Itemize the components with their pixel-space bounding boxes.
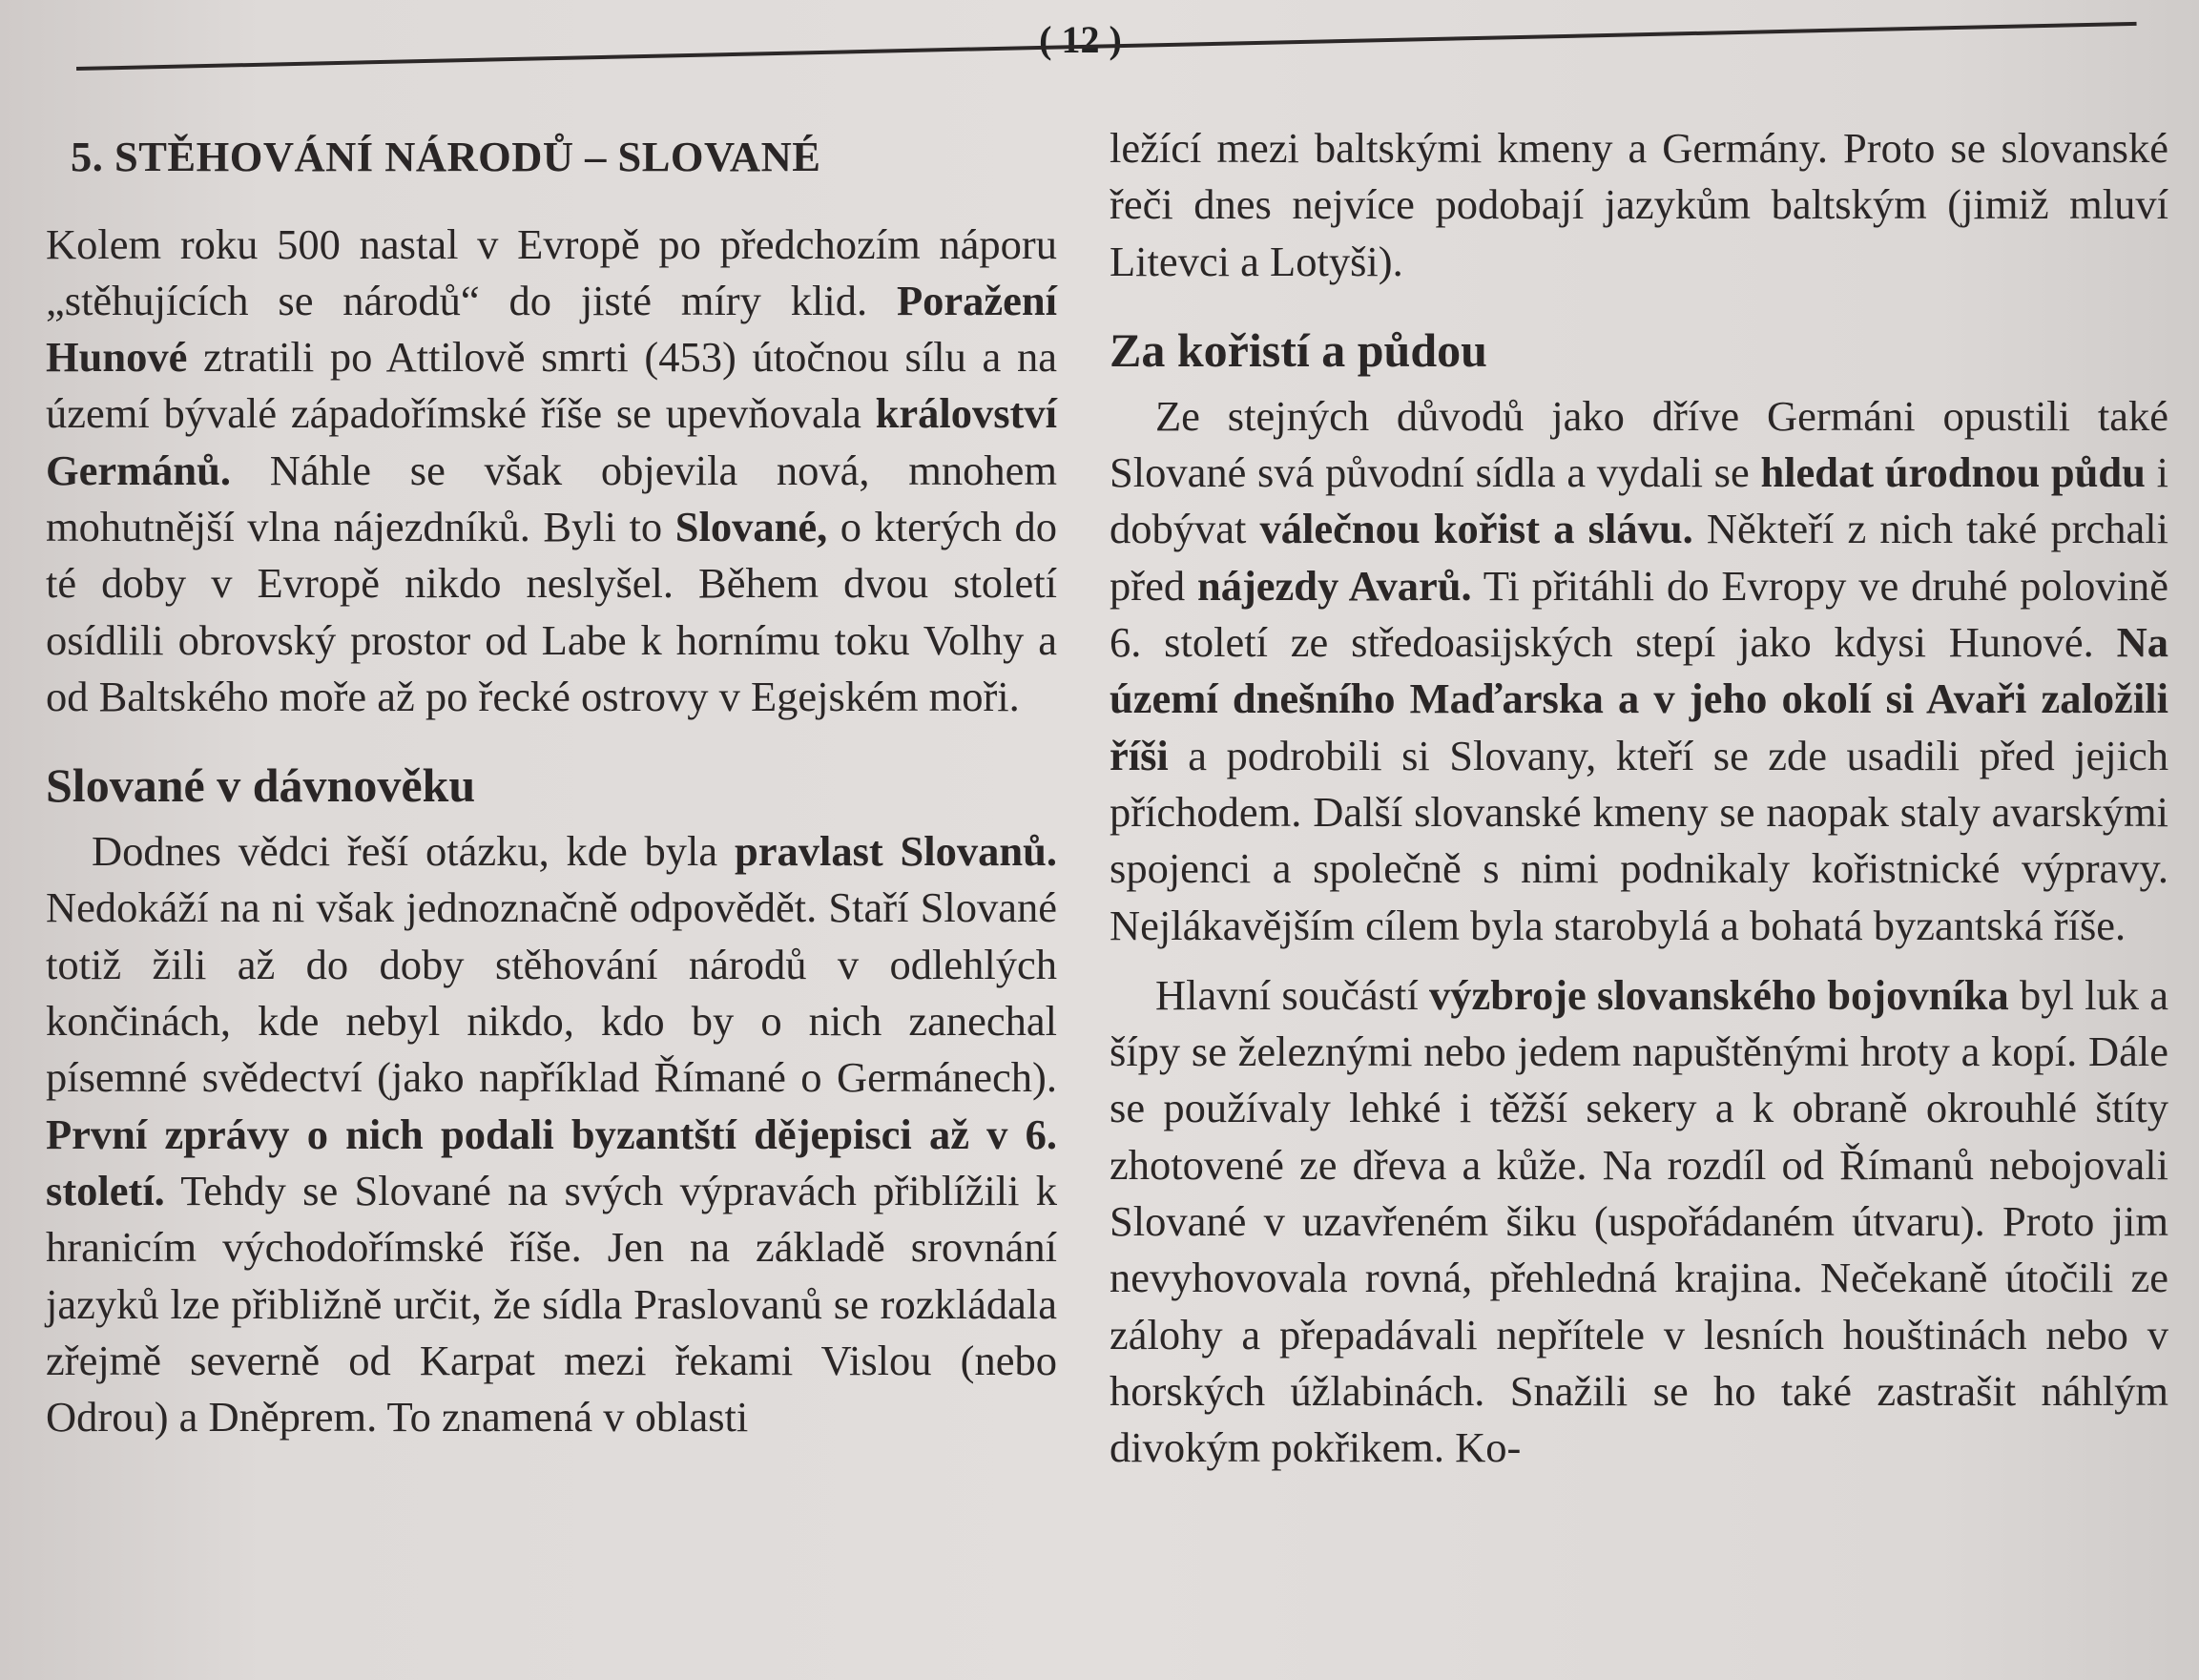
- antiquity-paragraph: [46, 823, 1057, 1445]
- bold-phrase: hledat úrodnou půdu: [1760, 448, 2146, 497]
- bold-phrase: nájezdy Avarů.: [1196, 561, 1472, 610]
- bold-phrase: Slované,: [674, 502, 828, 550]
- bold-phrase: První zprávy o nich podali byzantští dějepisci až v 6. století.: [46, 1110, 1057, 1214]
- text-run: Tehdy se Slované na svých výpravách přiblížili k hranicím východořímské říše. Jen na základě srovnání jazyků lze přibližně určit, že sídla Praslovanů se rozkládala zřejmě severně od Karpat mezi řekami Vislou (nebo Odrou) a Dněprem. To znamená v oblasti: [46, 1166, 1057, 1441]
- bold-phrase: výzbroje slovanského bojovníka: [1429, 970, 2009, 1019]
- text-run: Dodnes vědci řeší otázku, kde byla: [92, 827, 735, 876]
- text-run: Nedokáží na ni však jednoznačně odpovědět. Staří Slované totiž žili až do doby stěhování národů v odlehlých končinách, kde nebyl nikdo, kdo by o nich zanechal písemné svědectví (jako například Římané o Germánech).: [46, 883, 1057, 1102]
- bold-phrase: pravlast Slovanů.: [734, 827, 1057, 876]
- chapter-title: 5. STĚHOVÁNÍ NÁRODŮ – SLOVANÉ: [71, 133, 821, 180]
- left-column: [46, 122, 1057, 1445]
- weapons-paragraph: [1110, 967, 2168, 1477]
- text-run: Kolem roku 500 nastal v Evropě po předchozím náporu „stěhujících se národů“ do jisté míry klid.: [46, 219, 1057, 324]
- intro-paragraph: [46, 217, 1057, 726]
- text-run: Hlavní součástí: [1155, 970, 1430, 1019]
- continuation-paragraph: [1110, 120, 2168, 290]
- right-column: [1110, 120, 2168, 1477]
- text-run: ztratili po Attilově smrti (453) útočnou sílu a na území bývalé západořímské říše se upevňovala: [46, 333, 1057, 438]
- spoils-paragraph: [1110, 388, 2168, 954]
- section-heading-spoils: Za kořistí a půdou: [1110, 322, 1487, 377]
- text-run: byl luk a šípy se železnými nebo jedem napuštěnými hroty a kopí. Dále se používaly lehké i těžší sekery a k obraně okrouhlé štíty zhotovené ze dřeva a kůže. Na rozdíl od Římanů nebojovali Slované v uzavřeném šiku (uspořádaném útvaru). Proto jim nevyhovovala rovná, přehledná krajina. Nečekaně útočili ze zálohy a přepadávali nepřítele v lesních houštinách nebo v horských úžlabinách. Snažili se ho také zastrašit náhlým divokým pokřikem. Ko-: [1110, 970, 2168, 1472]
- bold-phrase: Poražení Hunové: [46, 276, 1057, 382]
- text-run: Ti přitáhli do Evropy ve druhé polovině 6. století ze středoasijských stepí jako kdysi Hunové.: [1110, 561, 2168, 667]
- text-run: Náhle se však objevila nová, mnohem mohutnější vlna nájezdníků. Byli to: [46, 446, 1057, 550]
- text-run: ležící mezi baltskými kmeny a Germány. Proto se slovanské řeči dnes nejvíce podobají jazykům baltským (jimiž mluví Litevci a Lotyši).: [1110, 124, 2168, 285]
- text-run: Někteří z nich také prchali před: [1110, 505, 2168, 610]
- bold-phrase: Na území dnešního Maďarska a v jeho okolí si Avaři založili říši: [1110, 618, 2168, 779]
- text-run: o kterých do té doby v Evropě nikdo neslyšel. Během dvou století osídlili obrovský prostor od Labe k hornímu toku Volhy a od Baltského moře až po řecké ostrovy v Egejském moři.: [46, 502, 1057, 720]
- page-number: ( 12 ): [1039, 18, 1122, 61]
- text-run: a podrobili si Slovany, kteří se zde usadili před jejich příchodem. Další slovanské kmeny se naopak staly avarskými spojenci a společně s nimi podnikaly kořistnické výpravy. Nejlákavějším cílem byla starobylá a bohatá byzantská říše.: [1110, 731, 2168, 949]
- section-heading-antiquity: Slované v dávnověku: [46, 758, 476, 813]
- bold-phrase: válečnou kořist a slávu.: [1259, 505, 1693, 553]
- text-run: i dobývat: [1110, 448, 2168, 553]
- bold-phrase: království Germánů.: [46, 389, 1057, 494]
- text-run: Ze stejných důvodů jako dříve Germáni opustili také Slované svá původní sídla a vydali se: [1110, 391, 2168, 497]
